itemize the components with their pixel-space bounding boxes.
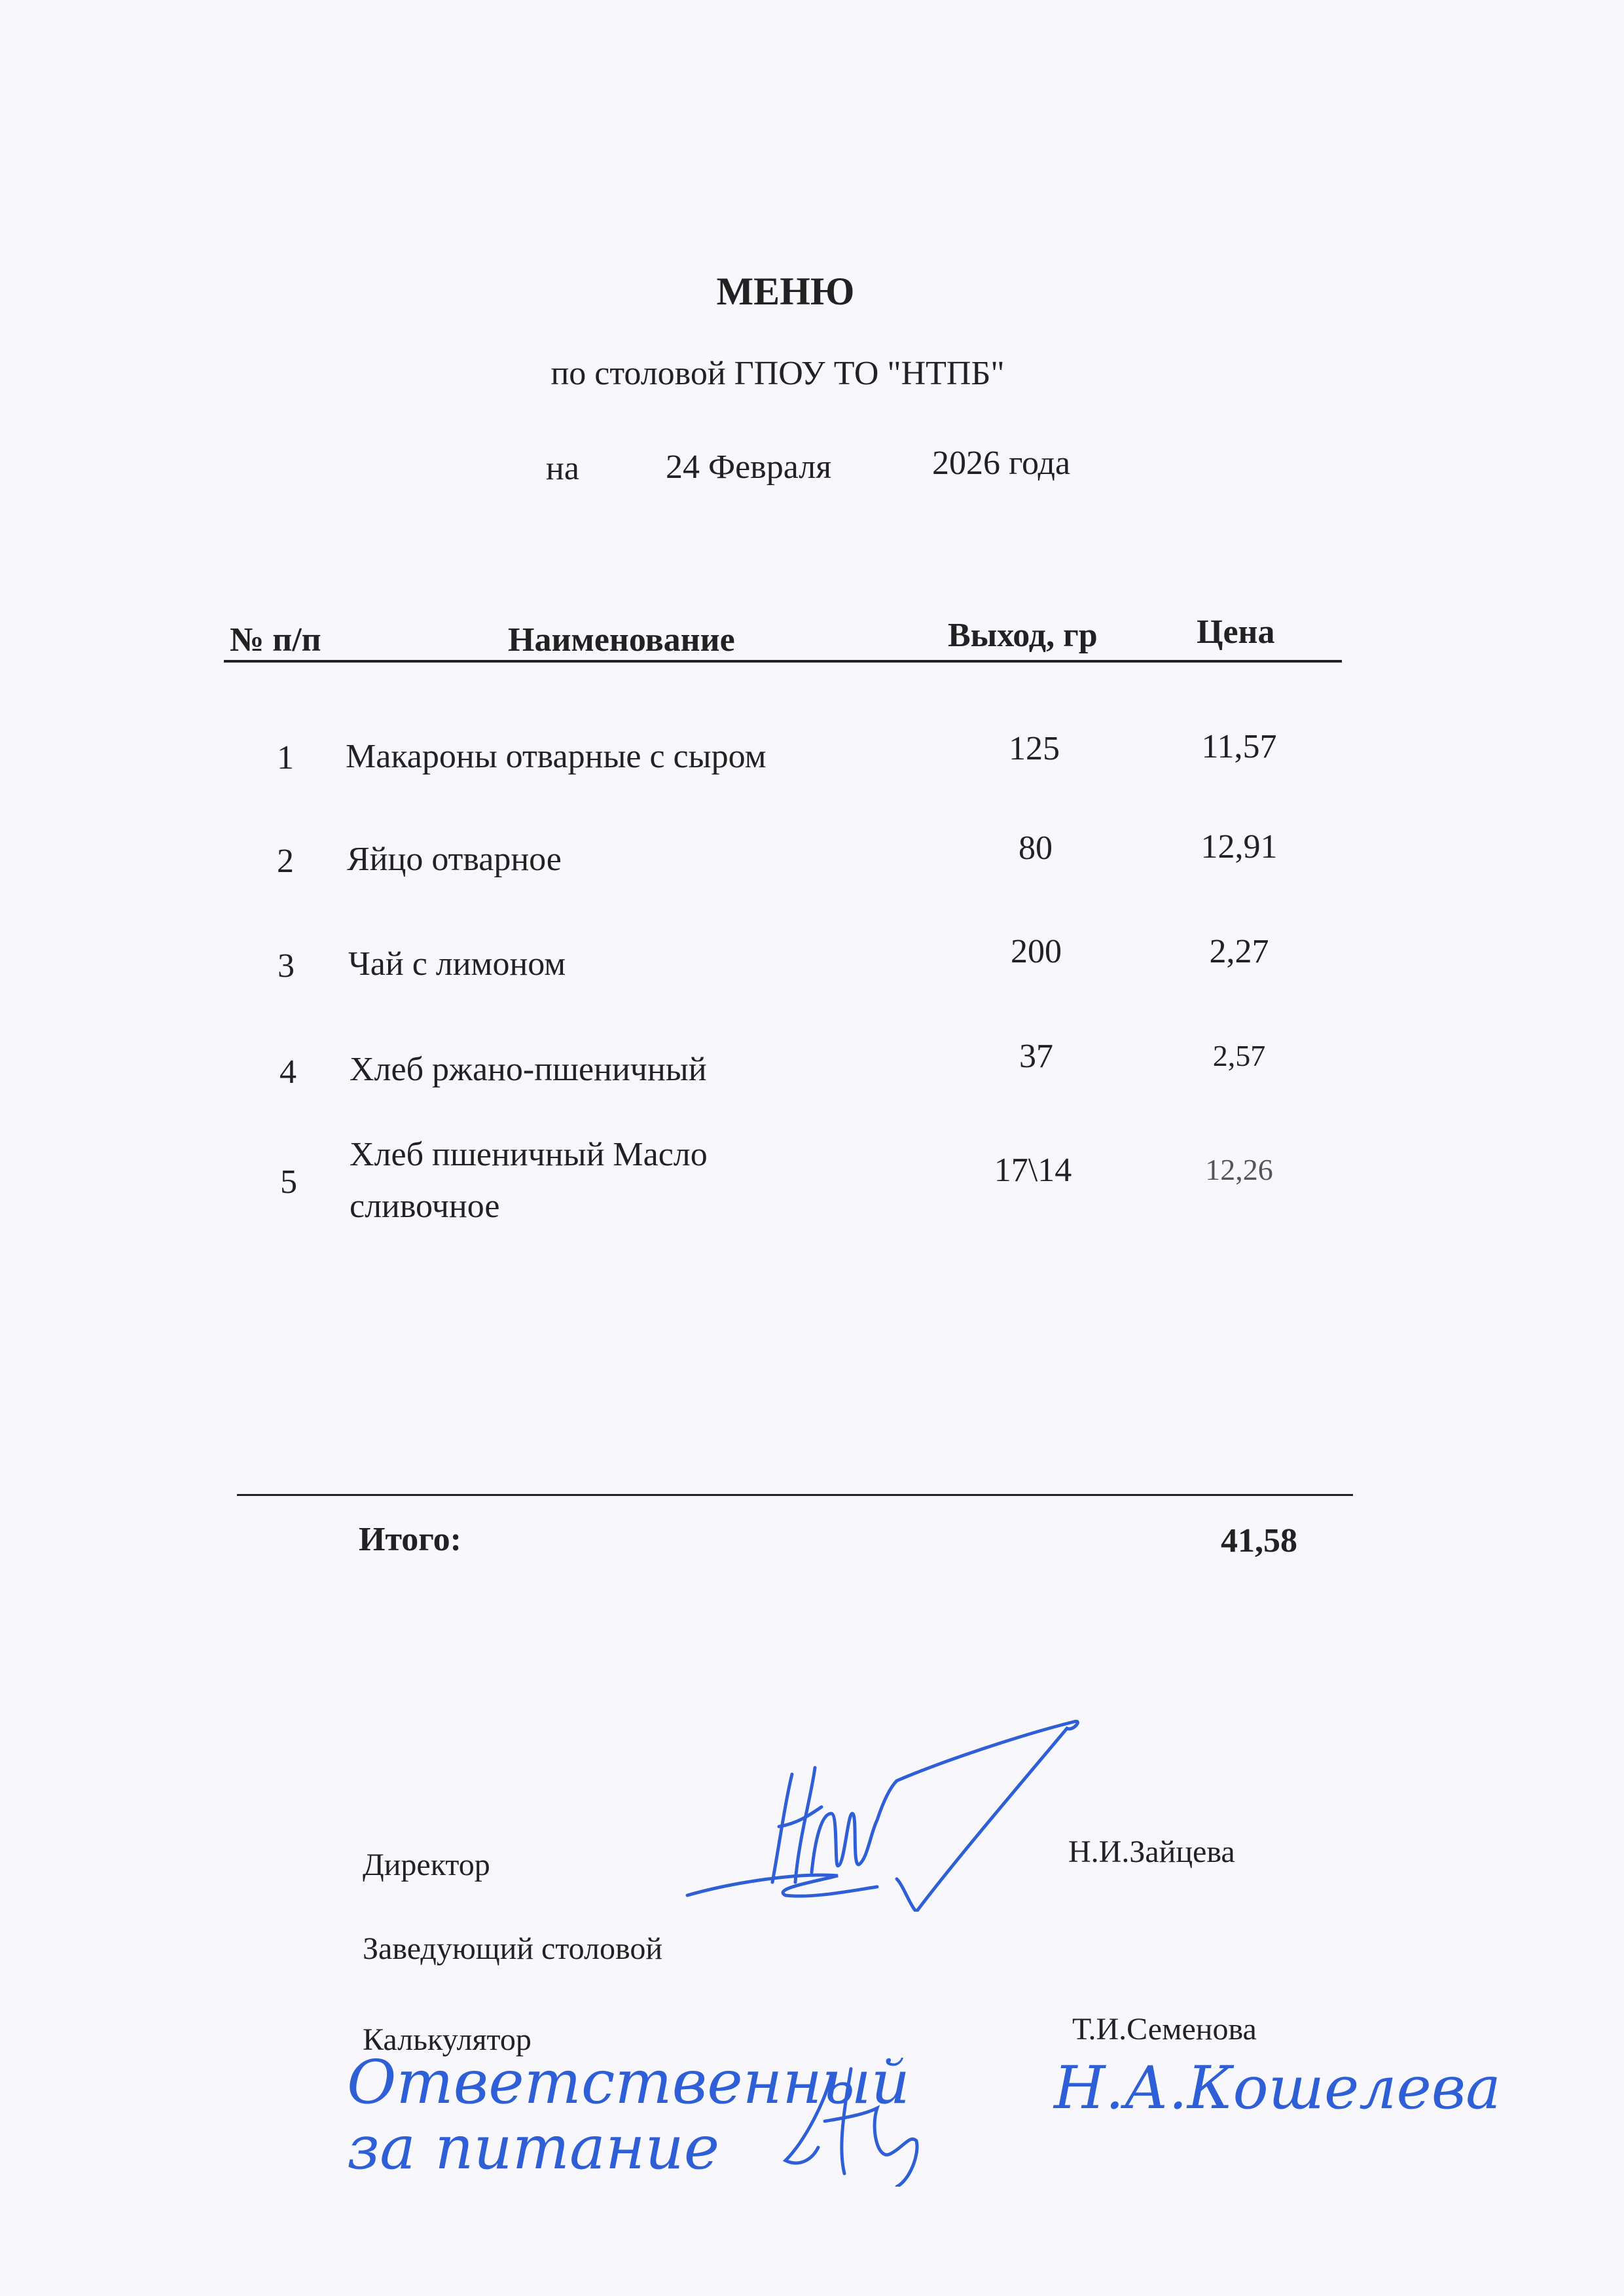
director-label: Директор [363, 1848, 490, 1882]
row-name: Хлеб ржано-пшеничный [350, 1051, 707, 1088]
row-name-line2: сливочное [350, 1188, 500, 1225]
date-year: 2026 года [932, 445, 1071, 482]
row-number: 4 [280, 1053, 297, 1091]
header-divider [224, 660, 1342, 663]
date-day-month: 24 Февраля [666, 448, 832, 486]
calculator-label: Калькулятор [363, 2022, 532, 2057]
row-name: Яйцо отварное [347, 841, 562, 878]
row-number: 5 [280, 1163, 297, 1201]
row-name: Чай с лимоном [348, 945, 566, 983]
row-number: 2 [277, 843, 294, 880]
column-header-yield: Выход, гр [948, 617, 1098, 654]
handwritten-responsible-line2: за питание [347, 2113, 720, 2183]
responsible-signature [779, 2062, 936, 2187]
row-yield: 200 [1011, 933, 1062, 970]
document-subtitle: по столовой ГПОУ ТО "НТПБ" [550, 355, 1005, 392]
row-name: Макароны отварные с сыром [346, 738, 767, 775]
handwritten-responsible-name: Н.А.Кошелева [1054, 2054, 1501, 2123]
row-price: 12,91 [1200, 828, 1278, 866]
date-prefix: на [546, 450, 579, 487]
row-price: 12,26 [1205, 1153, 1273, 1186]
column-header-number: № п/п [230, 621, 321, 659]
row-price: 11,57 [1201, 728, 1277, 765]
row-price: 2,27 [1209, 933, 1269, 970]
row-yield: 17\14 [994, 1152, 1072, 1189]
total-value: 41,58 [1221, 1522, 1297, 1559]
row-name-line1: Хлеб пшеничный Масло [350, 1136, 708, 1173]
row-number: 1 [277, 739, 294, 776]
row-yield: 125 [1009, 730, 1060, 767]
row-number: 3 [278, 947, 295, 985]
row-price: 2,57 [1212, 1039, 1266, 1072]
column-header-price: Цена [1197, 613, 1275, 651]
column-header-name: Наименование [508, 621, 735, 659]
canteen-head-label: Заведующий столовой [363, 1931, 663, 1966]
total-label: Итого: [359, 1521, 461, 1558]
row-yield: 37 [1019, 1038, 1053, 1075]
calculator-name: Т.И.Семенова [1072, 2012, 1257, 2047]
director-signature [681, 1715, 1087, 1912]
row-yield: 80 [1019, 829, 1053, 867]
total-divider [237, 1494, 1353, 1496]
director-name: Н.И.Зайцева [1068, 1834, 1235, 1869]
document-title: МЕНЮ [716, 270, 855, 313]
handwritten-responsible-line1: Ответственный [347, 2047, 911, 2117]
